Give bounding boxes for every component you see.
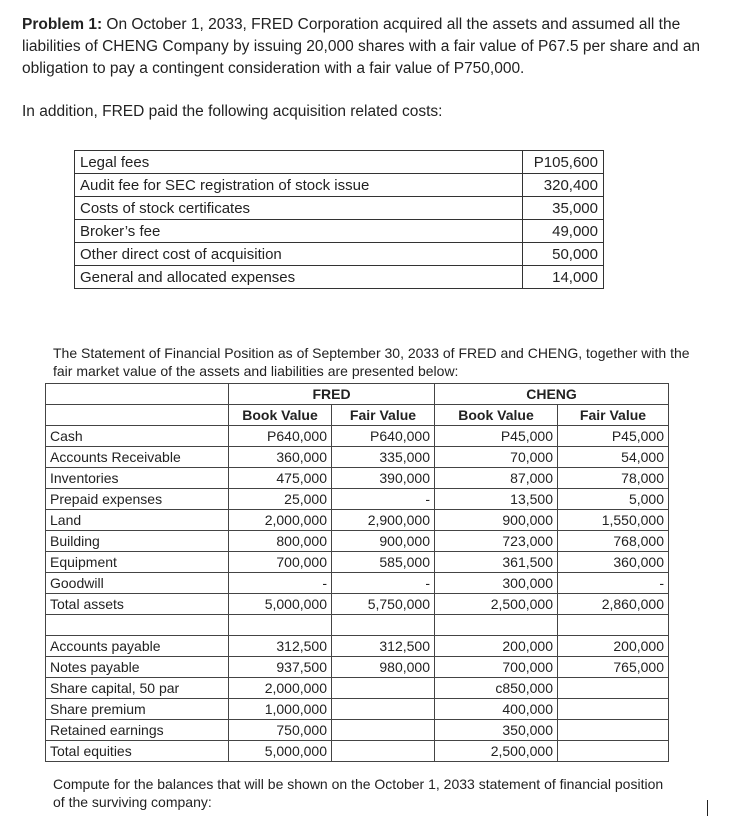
equity-row	[46, 720, 669, 741]
cheng-fair-value: 5,000	[558, 489, 669, 510]
fred-book-value: 5,000,000	[229, 594, 332, 615]
line-item-label: Accounts payable	[46, 636, 229, 657]
fred-fair-value: 390,000	[332, 468, 435, 489]
cost-amount: 14,000	[523, 266, 604, 289]
fred-book-value: 2,000,000	[229, 678, 332, 699]
cheng-fair-value: 200,000	[558, 636, 669, 657]
cost-row	[75, 220, 604, 243]
fred-book-value: P640,000	[229, 426, 332, 447]
fred-book-value: 5,000,000	[229, 741, 332, 762]
fred-book-value: 700,000	[229, 552, 332, 573]
cost-row	[75, 266, 604, 289]
cheng-book-value: 723,000	[435, 531, 558, 552]
cheng-fair-value: -	[558, 573, 669, 594]
company-cheng-header: CHENG	[435, 384, 669, 405]
fred-fair-value: 312,500	[332, 636, 435, 657]
company-header-row	[46, 384, 669, 405]
cheng-fair-value	[558, 741, 669, 762]
cheng-book-value: 350,000	[435, 720, 558, 741]
cost-amount: 35,000	[523, 197, 604, 220]
asset-row	[46, 531, 669, 552]
fred-fair-value: 335,000	[332, 447, 435, 468]
company-fred-header: FRED	[229, 384, 435, 405]
fred-fair-value	[332, 720, 435, 741]
fred-fair-value: -	[332, 573, 435, 594]
line-item-label: Land	[46, 510, 229, 531]
spacer-cell	[229, 615, 332, 636]
closing-question: Compute for the balances that will be shown on the October 1, 2033 statement of financial position of the surviving company:	[53, 776, 664, 810]
cost-label: Broker’s fee	[75, 220, 523, 243]
cheng-book-value: 2,500,000	[435, 594, 558, 615]
fred-book-value: -	[229, 573, 332, 594]
fred-fair-value	[332, 699, 435, 720]
cheng-fair-value: 360,000	[558, 552, 669, 573]
spacer-cell	[46, 615, 229, 636]
cost-amount: 49,000	[523, 220, 604, 243]
cost-amount: P105,600	[523, 151, 604, 174]
text-cursor	[707, 800, 708, 816]
problem-label: Problem 1:	[22, 16, 103, 33]
spacer-row	[46, 615, 669, 636]
cheng-book-value: 700,000	[435, 657, 558, 678]
cheng-book-value: 361,500	[435, 552, 558, 573]
equity-row	[46, 741, 669, 762]
asset-row	[46, 552, 669, 573]
fred-fair-value: P640,000	[332, 426, 435, 447]
cheng-book-value: P45,000	[435, 426, 558, 447]
fred-fair-value-header: Fair Value	[332, 405, 435, 426]
financial-position-table	[45, 383, 669, 762]
line-item-label: Goodwill	[46, 573, 229, 594]
line-item-label: Prepaid expenses	[46, 489, 229, 510]
cheng-fair-value: 54,000	[558, 447, 669, 468]
cheng-fair-value: 765,000	[558, 657, 669, 678]
cheng-book-value: 200,000	[435, 636, 558, 657]
cheng-book-value: 13,500	[435, 489, 558, 510]
empty-header-cell	[46, 384, 229, 405]
line-item-label: Cash	[46, 426, 229, 447]
cost-label: Costs of stock certificates	[75, 197, 523, 220]
cost-amount: 320,400	[523, 174, 604, 197]
spacer-cell	[558, 615, 669, 636]
cheng-fair-value	[558, 720, 669, 741]
cost-label: Legal fees	[75, 151, 523, 174]
cost-label: Other direct cost of acquisition	[75, 243, 523, 266]
fred-book-value: 475,000	[229, 468, 332, 489]
fred-book-value: 360,000	[229, 447, 332, 468]
fred-fair-value	[332, 678, 435, 699]
cheng-book-value: 2,500,000	[435, 741, 558, 762]
asset-row	[46, 573, 669, 594]
spacer-cell	[332, 615, 435, 636]
cheng-fair-value: 2,860,000	[558, 594, 669, 615]
fred-book-value: 2,000,000	[229, 510, 332, 531]
fred-fair-value: 980,000	[332, 657, 435, 678]
acquisition-costs-table	[74, 150, 604, 289]
line-item-label: Share capital, 50 par	[46, 678, 229, 699]
cheng-fair-value: 78,000	[558, 468, 669, 489]
empty-subheader-cell	[46, 405, 229, 426]
cheng-book-value: 87,000	[435, 468, 558, 489]
cheng-book-value: c850,000	[435, 678, 558, 699]
cost-row	[75, 197, 604, 220]
line-item-label: Total equities	[46, 741, 229, 762]
asset-row	[46, 468, 669, 489]
cheng-book-value-header: Book Value	[435, 405, 558, 426]
fred-book-value: 312,500	[229, 636, 332, 657]
cost-label: Audit fee for SEC registration of stock issue	[75, 174, 523, 197]
fred-fair-value	[332, 741, 435, 762]
cheng-fair-value	[558, 699, 669, 720]
asset-row	[46, 426, 669, 447]
fred-book-value: 25,000	[229, 489, 332, 510]
fred-book-value: 800,000	[229, 531, 332, 552]
cost-label: General and allocated expenses	[75, 266, 523, 289]
cost-row	[75, 151, 604, 174]
line-item-label: Inventories	[46, 468, 229, 489]
line-item-label: Equipment	[46, 552, 229, 573]
equity-row	[46, 699, 669, 720]
equity-row	[46, 657, 669, 678]
cost-row	[75, 243, 604, 266]
line-item-label: Share premium	[46, 699, 229, 720]
cost-row	[75, 174, 604, 197]
cheng-book-value: 900,000	[435, 510, 558, 531]
sfp-intro: The Statement of Financial Position as of September 30, 2033 of FRED and CHENG, together with the fair market value of the assets and liabilities are presented below:	[53, 345, 690, 379]
cheng-book-value: 70,000	[435, 447, 558, 468]
asset-row	[46, 489, 669, 510]
cheng-fair-value: P45,000	[558, 426, 669, 447]
cheng-book-value: 400,000	[435, 699, 558, 720]
cheng-fair-value-header: Fair Value	[558, 405, 669, 426]
fred-book-value: 937,500	[229, 657, 332, 678]
cost-amount: 50,000	[523, 243, 604, 266]
asset-row	[46, 510, 669, 531]
fred-fair-value: 900,000	[332, 531, 435, 552]
fred-book-value: 750,000	[229, 720, 332, 741]
problem-text: On October 1, 2033, FRED Corporation acquired all the assets and assumed all the liabilities of CHENG Company by issuing 20,000 shares with a fair value of P67.5 per share and an obligation to pay a contingent consideration with a fair value of P750,000.	[22, 16, 701, 77]
line-item-label: Notes payable	[46, 657, 229, 678]
line-item-label: Building	[46, 531, 229, 552]
fred-book-value: 1,000,000	[229, 699, 332, 720]
line-item-label: Total assets	[46, 594, 229, 615]
fred-fair-value: 5,750,000	[332, 594, 435, 615]
fred-book-value-header: Book Value	[229, 405, 332, 426]
column-header-row	[46, 405, 669, 426]
asset-row	[46, 447, 669, 468]
fred-fair-value: 2,900,000	[332, 510, 435, 531]
fred-fair-value: -	[332, 489, 435, 510]
line-item-label: Retained earnings	[46, 720, 229, 741]
problem-statement	[22, 14, 722, 80]
fred-fair-value: 585,000	[332, 552, 435, 573]
costs-intro: In addition, FRED paid the following acquisition related costs:	[22, 103, 443, 120]
cheng-fair-value: 1,550,000	[558, 510, 669, 531]
cheng-fair-value: 768,000	[558, 531, 669, 552]
cheng-fair-value	[558, 678, 669, 699]
equity-row	[46, 636, 669, 657]
equity-row	[46, 678, 669, 699]
line-item-label: Accounts Receivable	[46, 447, 229, 468]
asset-row	[46, 594, 669, 615]
spacer-cell	[435, 615, 558, 636]
cheng-book-value: 300,000	[435, 573, 558, 594]
